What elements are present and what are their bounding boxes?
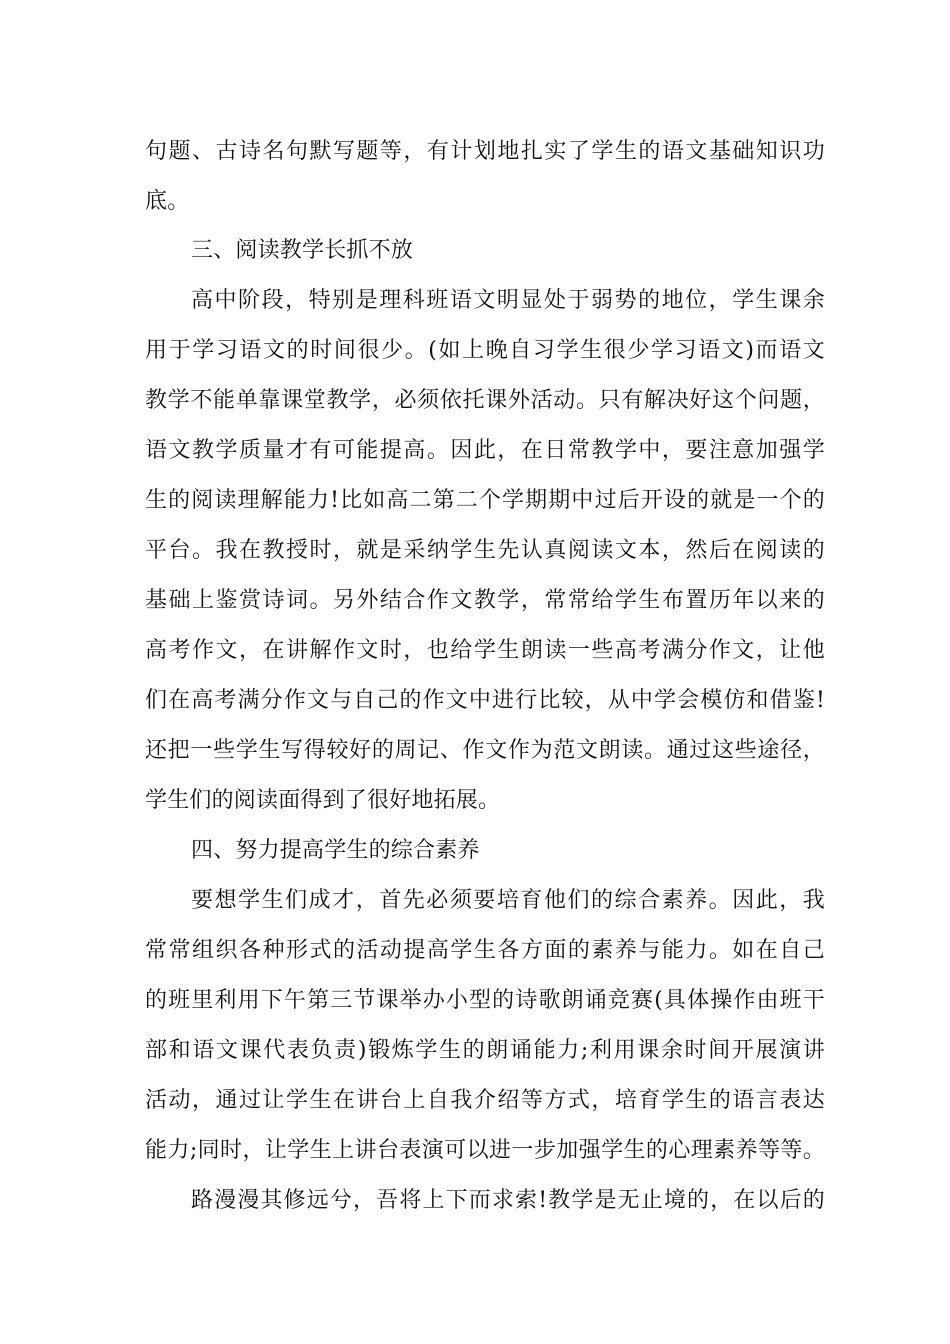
section-heading: 四、努力提高学生的综合素养 <box>191 838 480 863</box>
text-line: 用于学习语文的时间很少。(如上晚自习学生很少学习语文)而语文 <box>145 338 825 363</box>
text-line: 句题、古诗名句默写题等，有计划地扎实了学生的语文基础知识功 <box>145 139 825 164</box>
text-line: 们在高考满分作文与自己的作文中进行比较，从中学会模仿和借鉴! <box>145 688 825 713</box>
text-line: 还把一些学生写得较好的周记、作文作为范文朗读。通过这些途径， <box>145 738 825 763</box>
text-line: 学生们的阅读面得到了很好地拓展。 <box>145 788 501 813</box>
text-line: 要想学生们成才，首先必须要培育他们的综合素养。因此，我 <box>191 888 825 913</box>
text-line: 教学不能单靠课堂教学，必须依托课外活动。只有解决好这个问题， <box>145 388 825 413</box>
text-line: 的班里利用下午第三节课举办小型的诗歌朗诵竞赛(具体操作由班干 <box>145 988 825 1013</box>
text-line: 语文教学质量才有可能提高。因此，在日常教学中，要注意加强学 <box>145 438 825 463</box>
text-line: 部和语文课代表负责)锻炼学生的朗诵能力;利用课余时间开展演讲 <box>145 1038 825 1063</box>
text-line: 生的阅读理解能力!比如高二第二个学期期中过后开设的就是一个的 <box>145 488 825 513</box>
text-line: 平台。我在教授时，就是采纳学生先认真阅读文本，然后在阅读的 <box>145 538 825 563</box>
text-line: 常常组织各种形式的活动提高学生各方面的素养与能力。如在自己 <box>145 938 825 963</box>
section-heading: 三、阅读教学长抓不放 <box>191 238 414 263</box>
text-line: 底。 <box>145 189 190 214</box>
text-line: 能力;同时，让学生上讲台表演可以进一步加强学生的心理素养等等。 <box>145 1138 825 1163</box>
text-line: 路漫漫其修远兮，吾将上下而求索!教学是无止境的，在以后的 <box>191 1188 825 1213</box>
text-line: 高中阶段，特别是理科班语文明显处于弱势的地位，学生课余 <box>191 288 825 313</box>
text-line: 基础上鉴赏诗词。另外结合作文教学，常常给学生布置历年以来的 <box>145 588 825 613</box>
text-line: 活动，通过让学生在讲台上自我介绍等方式，培育学生的语言表达 <box>145 1088 825 1113</box>
text-line: 高考作文，在讲解作文时，也给学生朗读一些高考满分作文，让他 <box>145 638 825 663</box>
